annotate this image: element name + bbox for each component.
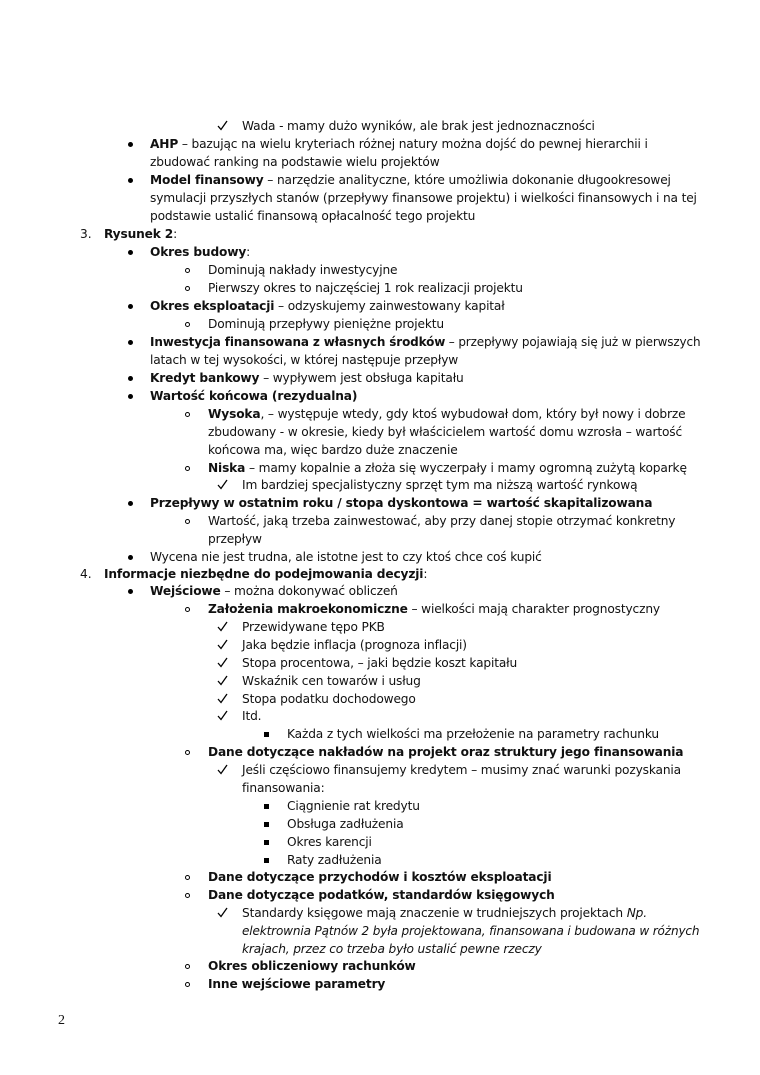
bullet-icon <box>128 376 133 381</box>
outline-line <box>150 334 700 352</box>
bullet-icon <box>128 304 133 309</box>
bullet-icon <box>128 340 133 345</box>
hollow-bullet-icon <box>185 607 190 612</box>
line-text: Raty zadłużenia <box>287 853 382 867</box>
bold-term: Inwestycja finansowana z własnych środków <box>150 335 446 349</box>
line-text: Stopa procentowa, – jaki będzie koszt kapitału <box>242 656 518 670</box>
hollow-bullet-icon <box>185 466 190 471</box>
outline-line <box>150 154 440 172</box>
bold-term: Inne wejściowe parametry <box>208 977 386 991</box>
outline-line <box>150 583 398 601</box>
bullet-icon <box>128 501 133 506</box>
bold-term: Wartość końcowa (rezydualna) <box>150 389 358 403</box>
line-text: Dominują przepływy pieniężne projektu <box>208 317 444 331</box>
line-text: – przepływy pojawiają się już w pierwszych <box>445 335 701 349</box>
bold-term: Wejściowe <box>150 584 221 598</box>
bold-term: Informacje niezbędne do podejmowania decyzji <box>104 567 424 581</box>
bold-term: Dane dotyczące przychodów i kosztów eksploatacji <box>208 870 552 884</box>
outline-line <box>104 226 177 244</box>
outline-line <box>242 923 699 941</box>
line-text: – wypływem jest obsługa kapitału <box>259 371 464 385</box>
outline-line <box>208 958 416 976</box>
bold-term: Niska <box>208 461 246 475</box>
line-text: – narzędzie analityczne, które umożliwia dokonanie długookresowej <box>263 173 671 187</box>
square-bullet-icon <box>264 822 269 827</box>
list-number: 4. <box>80 567 92 581</box>
outline-line <box>208 460 687 478</box>
square-bullet-icon <box>264 858 269 863</box>
line-text: Wada - mamy dużo wyników, ale brak jest jednoznaczności <box>242 119 595 133</box>
bold-term: AHP <box>150 137 179 151</box>
hollow-bullet-icon <box>185 322 190 327</box>
line-text: Przewidywane tępo PKB <box>242 620 385 634</box>
line-text: latach w tej wysokości, w której następuje przepływ <box>150 353 459 367</box>
outline-line <box>208 262 397 280</box>
outline-line <box>242 762 681 780</box>
square-bullet-icon <box>264 732 269 737</box>
outline-line <box>150 352 458 370</box>
hollow-bullet-icon <box>185 268 190 273</box>
checkmark-icon <box>217 479 228 490</box>
line-text: zbudowany - w okresie, kiedy był właścicielem wartość domu wzrosła – wartość <box>208 425 683 439</box>
line-text: elektrownia Pątnów 2 była projektowana, finansowana i budowana w różnych <box>242 924 700 938</box>
outline-line <box>208 744 683 762</box>
line-text: – odzyskujemy zainwestowany kapitał <box>274 299 505 313</box>
line-text: Obsługa zadłużenia <box>287 817 404 831</box>
bold-term: Okres eksploatacji <box>150 299 275 313</box>
outline-line <box>208 601 660 619</box>
outline-line <box>287 834 372 852</box>
line-text: Wartość, jaką trzeba zainwestować, aby przy danej stopie otrzymać konkretny <box>208 514 676 528</box>
line-text: : <box>173 227 178 241</box>
line-text: : <box>246 245 251 259</box>
line-text: Np. <box>626 906 647 920</box>
hollow-bullet-icon <box>185 982 190 987</box>
line-text: Wycena nie jest trudna, ale istotne jest to czy ktoś chce coś kupić <box>150 550 542 564</box>
outline-line <box>242 673 421 691</box>
bold-term: Dane dotyczące nakładów na projekt oraz struktury jego finansowania <box>208 745 684 759</box>
line-text: : <box>423 567 428 581</box>
hollow-bullet-icon <box>185 875 190 880</box>
outline-line <box>242 780 325 798</box>
bullet-icon <box>128 555 133 560</box>
checkmark-icon <box>217 907 228 918</box>
outline-line <box>208 513 675 531</box>
outline-line <box>242 691 416 709</box>
outline-line <box>150 190 697 208</box>
outline-line <box>242 941 542 959</box>
hollow-bullet-icon <box>185 412 190 417</box>
hollow-bullet-icon <box>185 519 190 524</box>
checkmark-icon <box>217 693 228 704</box>
line-text: finansowania: <box>242 781 325 795</box>
bold-term: Przepływy w ostatnim roku / stopa dyskontowa = wartość skapitalizowana <box>150 496 653 510</box>
line-text: Okres karencji <box>287 835 372 849</box>
line-text: Im bardziej specjalistyczny sprzęt tym ma niższą wartość rynkową <box>242 478 638 492</box>
bold-term: Dane dotyczące podatków, standardów księgowych <box>208 888 555 902</box>
line-text: , – występuje wtedy, gdy ktoś wybudował dom, który był nowy i dobrze <box>260 407 686 421</box>
outline-line <box>208 316 444 334</box>
outline-line <box>150 244 250 262</box>
outline-line <box>208 531 262 549</box>
line-text: – mamy kopalnie a złoża się wyczerpały i mamy ogromną zużytą koparkę <box>245 461 687 475</box>
bold-term: Kredyt bankowy <box>150 371 260 385</box>
outline-line <box>150 172 671 190</box>
line-text: Itd. <box>242 709 262 723</box>
outline-line <box>208 280 523 298</box>
bold-term: Okres obliczeniowy rachunków <box>208 959 416 973</box>
outline-line <box>150 549 542 567</box>
line-text: Dominują nakłady inwestycyjne <box>208 263 398 277</box>
outline-line <box>150 136 648 154</box>
hollow-bullet-icon <box>185 964 190 969</box>
outline-line <box>287 852 382 870</box>
outline-line <box>242 118 595 136</box>
hollow-bullet-icon <box>185 286 190 291</box>
outline-line <box>150 495 652 513</box>
outline-line <box>242 619 385 637</box>
bold-term: Model finansowy <box>150 173 264 187</box>
line-text: przepływ <box>208 532 262 546</box>
line-text: krajach, przez co trzeba było ustalić pewne rzeczy <box>242 942 542 956</box>
outline-line <box>242 637 467 655</box>
checkmark-icon <box>217 120 228 131</box>
bullet-icon <box>128 142 133 147</box>
outline-line <box>150 208 475 226</box>
bold-term: Rysunek 2 <box>104 227 174 241</box>
line-text: – można dokonywać obliczeń <box>220 584 398 598</box>
outline-line <box>287 816 404 834</box>
line-text: zbudować ranking na podstawie wielu projektów <box>150 155 440 169</box>
line-text: końcowa ma, więc bardzo duże znaczenie <box>208 443 458 457</box>
checkmark-icon <box>217 675 228 686</box>
line-text: Wskaźnik cen towarów i usług <box>242 674 421 688</box>
line-text: Jeśli częściowo finansujemy kredytem – musimy znać warunki pozyskania <box>242 763 681 777</box>
outline-line <box>242 477 637 495</box>
line-text: Każda z tych wielkości ma przełożenie na parametry rachunku <box>287 727 659 741</box>
line-text: Ciągnienie rat kredytu <box>287 799 420 813</box>
list-number: 3. <box>80 227 92 241</box>
page-number: 2 <box>58 1013 65 1028</box>
checkmark-icon <box>217 621 228 632</box>
line-text: Pierwszy okres to najczęściej 1 rok realizacji projektu <box>208 281 523 295</box>
hollow-bullet-icon <box>185 893 190 898</box>
bullet-icon <box>128 394 133 399</box>
outline-line <box>287 726 659 744</box>
bold-term: Okres budowy <box>150 245 247 259</box>
checkmark-icon <box>217 764 228 775</box>
outline-line <box>208 442 458 460</box>
outline-line <box>242 655 517 673</box>
outline-line <box>287 798 420 816</box>
line-text: – wielkości mają charakter prognostyczny <box>407 602 660 616</box>
outline-line <box>208 976 385 994</box>
outline-line <box>242 905 647 923</box>
outline-line <box>208 406 685 424</box>
outline-line <box>208 887 555 905</box>
line-text: – bazując na wielu kryteriach różnej natury można dojść do pewnej hierarchii i <box>178 137 648 151</box>
hollow-bullet-icon <box>185 750 190 755</box>
outline-line <box>150 388 357 406</box>
line-text: Standardy księgowe mają znaczenie w trudniejszych projektach <box>242 906 627 920</box>
outline-line <box>208 424 682 442</box>
outline-line <box>104 566 427 584</box>
outline-line <box>208 869 552 887</box>
outline-line <box>242 708 261 726</box>
checkmark-icon <box>217 639 228 650</box>
line-text: podstawie ustalić finansową opłacalność tego projektu <box>150 209 476 223</box>
outline-line <box>150 370 464 388</box>
square-bullet-icon <box>264 804 269 809</box>
checkmark-icon <box>217 657 228 668</box>
line-text: Jaka będzie inflacja (prognoza inflacji) <box>242 638 467 652</box>
line-text: symulacji przyszłych stanów (przepływy finansowe projektu) i wielkości finansowych i na tej <box>150 191 697 205</box>
bullet-icon <box>128 589 133 594</box>
square-bullet-icon <box>264 840 269 845</box>
bullet-icon <box>128 250 133 255</box>
line-text: Stopa podatku dochodowego <box>242 692 416 706</box>
checkmark-icon <box>217 710 228 721</box>
outline-line <box>150 298 505 316</box>
bold-term: Założenia makroekonomiczne <box>208 602 408 616</box>
bullet-icon <box>128 178 133 183</box>
bold-term: Wysoka <box>208 407 261 421</box>
